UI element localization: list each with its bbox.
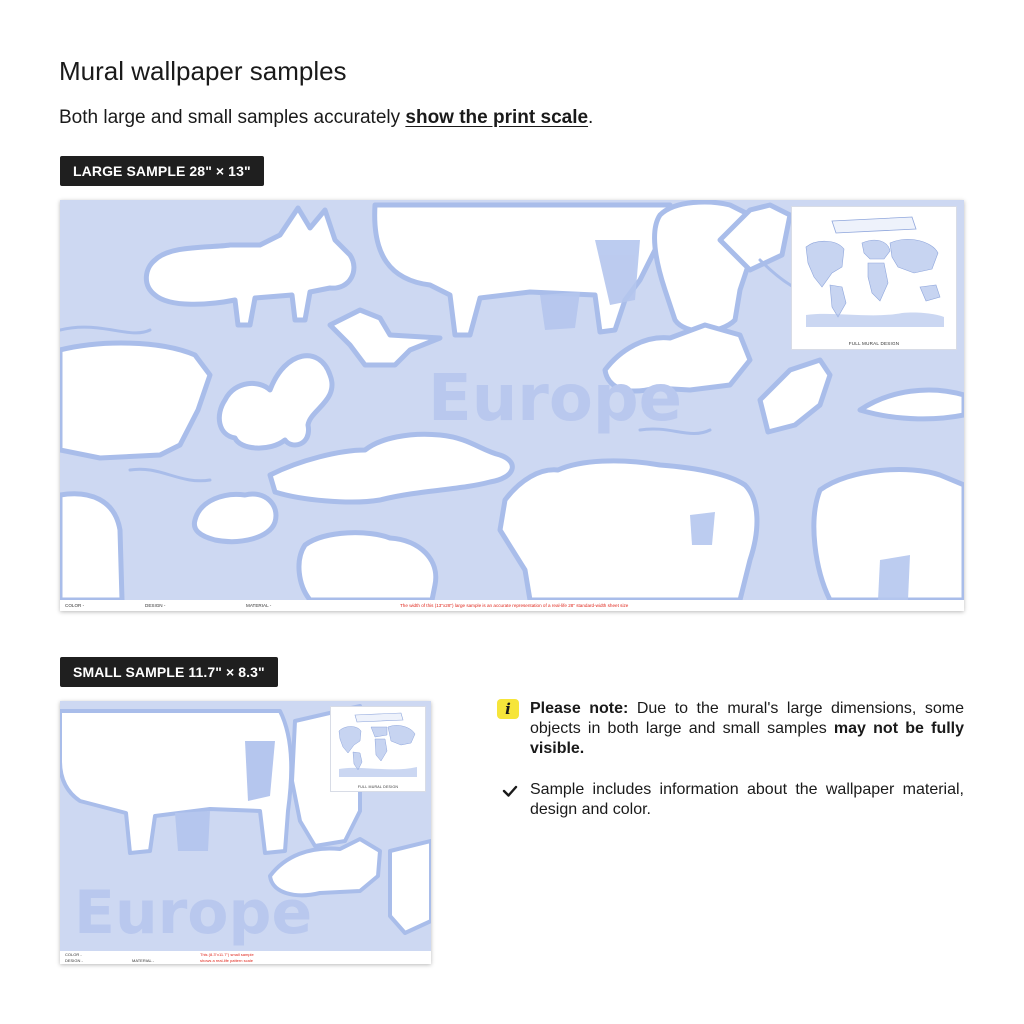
footer-material-label: MATERIAL -	[246, 603, 272, 608]
bison-shape	[500, 461, 757, 600]
footer-design-label: DESIGN -	[145, 603, 166, 608]
page-subtitle	[59, 107, 593, 129]
subtitle-text: Both large and small samples accurately	[59, 107, 406, 128]
full-mural-thumbnail	[330, 706, 426, 792]
footer-scale-note: The width of this (13"x28") large sample is an accurate representation of a real-life 28" standard-width sheet size	[400, 603, 629, 608]
europe-watermark-large: Europe	[428, 362, 683, 436]
sample-info-footer	[60, 600, 964, 611]
world-map-thumbnail	[331, 707, 425, 781]
note-emphasis: may not be fully visible.	[530, 720, 965, 757]
checkmark-icon	[500, 781, 520, 801]
page-title: Mural wallpaper samples	[59, 56, 347, 86]
world-map-thumbnail	[792, 207, 956, 335]
info-icon: i	[497, 699, 519, 719]
footer-color-label: COLOR -	[65, 603, 85, 608]
large-sample-image	[60, 200, 964, 611]
small-sample-image	[60, 701, 431, 964]
note-body: Due to the mural's large dimensions, some objects in both large and small samples	[530, 700, 964, 737]
small-sample-badge: SMALL SAMPLE 11.7" × 8.3"	[60, 657, 278, 687]
full-mural-thumbnail	[791, 206, 957, 350]
wolf-shape	[299, 533, 436, 600]
blob-shape	[60, 494, 122, 600]
squirrel-shape	[194, 494, 276, 542]
footer-scale-note-1: This (8.3"x11.7") small sample	[200, 952, 254, 957]
inset-caption: FULL MURAL DESIGN	[357, 785, 399, 789]
please-note-text	[530, 699, 964, 759]
note-label: Please note:	[530, 700, 629, 717]
footer-color-label: COLOR -	[65, 952, 82, 957]
subtitle-end: .	[588, 107, 594, 128]
subtitle-emphasis: show the print scale	[405, 107, 589, 128]
europe-watermark-small: Europe	[74, 878, 313, 948]
sample-info-footer	[60, 951, 431, 964]
footer-scale-note-2: shows a real-life pattern scale	[200, 958, 253, 963]
footer-material-label: MATERIAL -	[132, 958, 155, 963]
large-sample-badge: LARGE SAMPLE 28" × 13"	[60, 156, 264, 186]
inset-caption: FULL MURAL DESIGN	[848, 341, 900, 346]
edge-shape	[390, 841, 431, 933]
footer-design-label: DESIGN -	[65, 958, 83, 963]
sample-info-text: Sample includes information about the wallpaper material, design and color.	[530, 781, 964, 818]
